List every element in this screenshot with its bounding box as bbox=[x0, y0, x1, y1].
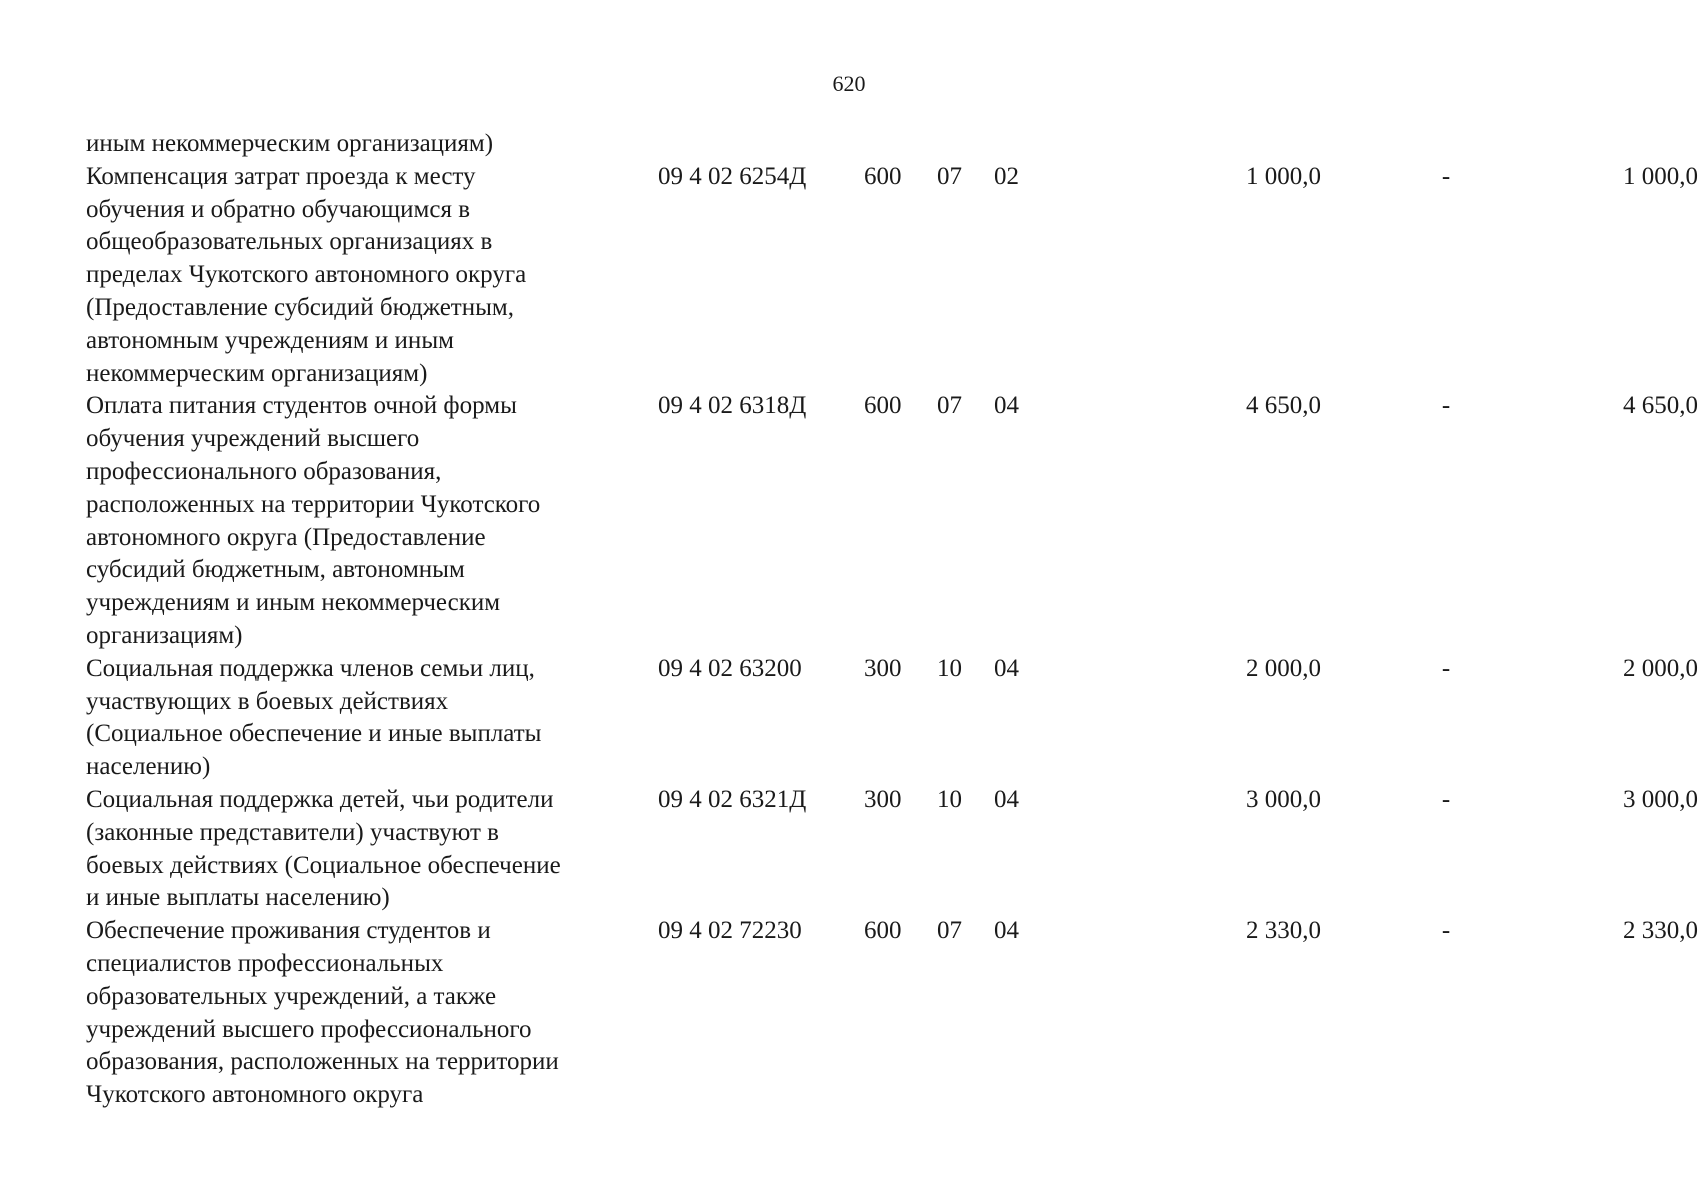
row-description: Оплата питания студентов очной формы обучения учреждений высшего профессионального образования, расположенных на территории Чукотского автономного округа (Предоставление субсидий бюджетным, автономным учреждениям и иным некоммерческим организациям) bbox=[86, 392, 541, 649]
row-subsection: 04 bbox=[994, 392, 1019, 420]
row-total: 2 000,0 bbox=[1623, 654, 1698, 682]
row-target-code: 09 4 02 6318Д bbox=[658, 392, 807, 420]
row-change: - bbox=[1441, 917, 1451, 945]
table-row bbox=[86, 390, 1698, 652]
row-target-code: 09 4 02 72230 bbox=[658, 917, 802, 945]
row-section: 10 bbox=[937, 654, 962, 682]
row-description: Социальная поддержка членов семьи лиц, участвующих в боевых действиях (Социальное обеспечение и иные выплаты населению) bbox=[86, 654, 542, 781]
row-amount: 4 650,0 bbox=[1246, 392, 1321, 420]
row-subsection: 04 bbox=[994, 654, 1019, 682]
row-expense-type: 600 bbox=[864, 392, 902, 420]
row-change: - bbox=[1441, 392, 1451, 420]
row-total: 3 000,0 bbox=[1623, 785, 1698, 813]
row-amount: 3 000,0 bbox=[1246, 785, 1321, 813]
row-expense-type: 600 bbox=[864, 917, 902, 945]
row-description: Социальная поддержка детей, чьи родители (законные представители) участвуют в боевых действиях (Социальное обеспечение и иные выплаты населению) bbox=[86, 785, 561, 912]
budget-table bbox=[86, 128, 1698, 1112]
row-expense-type: 600 bbox=[864, 162, 902, 190]
row-change: - bbox=[1441, 162, 1451, 190]
row-total: 1 000,0 bbox=[1623, 162, 1698, 190]
row-section: 07 bbox=[937, 162, 962, 190]
row-change: - bbox=[1441, 654, 1451, 682]
row-total: 4 650,0 bbox=[1623, 392, 1698, 420]
row-section: 07 bbox=[937, 917, 962, 945]
row-target-code: 09 4 02 6254Д bbox=[658, 162, 807, 190]
row-section: 07 bbox=[937, 392, 962, 420]
row-target-code: 09 4 02 63200 bbox=[658, 654, 802, 682]
row-change: - bbox=[1441, 785, 1451, 813]
row-total: 2 330,0 bbox=[1623, 917, 1698, 945]
row-subsection: 04 bbox=[994, 917, 1019, 945]
row-amount: 2 000,0 bbox=[1246, 654, 1321, 682]
table-row bbox=[86, 653, 1698, 784]
page-number: 620 bbox=[832, 71, 866, 96]
row-target-code: 09 4 02 6321Д bbox=[658, 785, 807, 813]
table-row bbox=[86, 784, 1698, 915]
row-description: Компенсация затрат проезда к месту обучения и обратно обучающимся в общеобразовательных организациях в пределах Чукотского автономного округа (Предоставление субсидий бюджетным, автономным учреждениям и иным некоммерческим организациям) bbox=[86, 162, 527, 387]
table-row bbox=[86, 915, 1698, 1112]
table-row bbox=[86, 128, 1626, 161]
row-amount: 2 330,0 bbox=[1246, 917, 1321, 945]
row-expense-type: 300 bbox=[864, 654, 902, 682]
row-subsection: 04 bbox=[994, 785, 1019, 813]
row-section: 10 bbox=[937, 785, 962, 813]
row-subsection: 02 bbox=[994, 162, 1019, 190]
table-row bbox=[86, 161, 1698, 391]
row-description: иным некоммерческим организациям) bbox=[86, 130, 494, 157]
row-amount: 1 000,0 bbox=[1246, 162, 1321, 190]
row-expense-type: 300 bbox=[864, 785, 902, 813]
row-description: Обеспечение проживания студентов и специалистов профессиональных образовательных учреждений, а также учреждений высшего профессионального образования, расположенных на территории Чукотского автономного округа bbox=[86, 917, 559, 1109]
